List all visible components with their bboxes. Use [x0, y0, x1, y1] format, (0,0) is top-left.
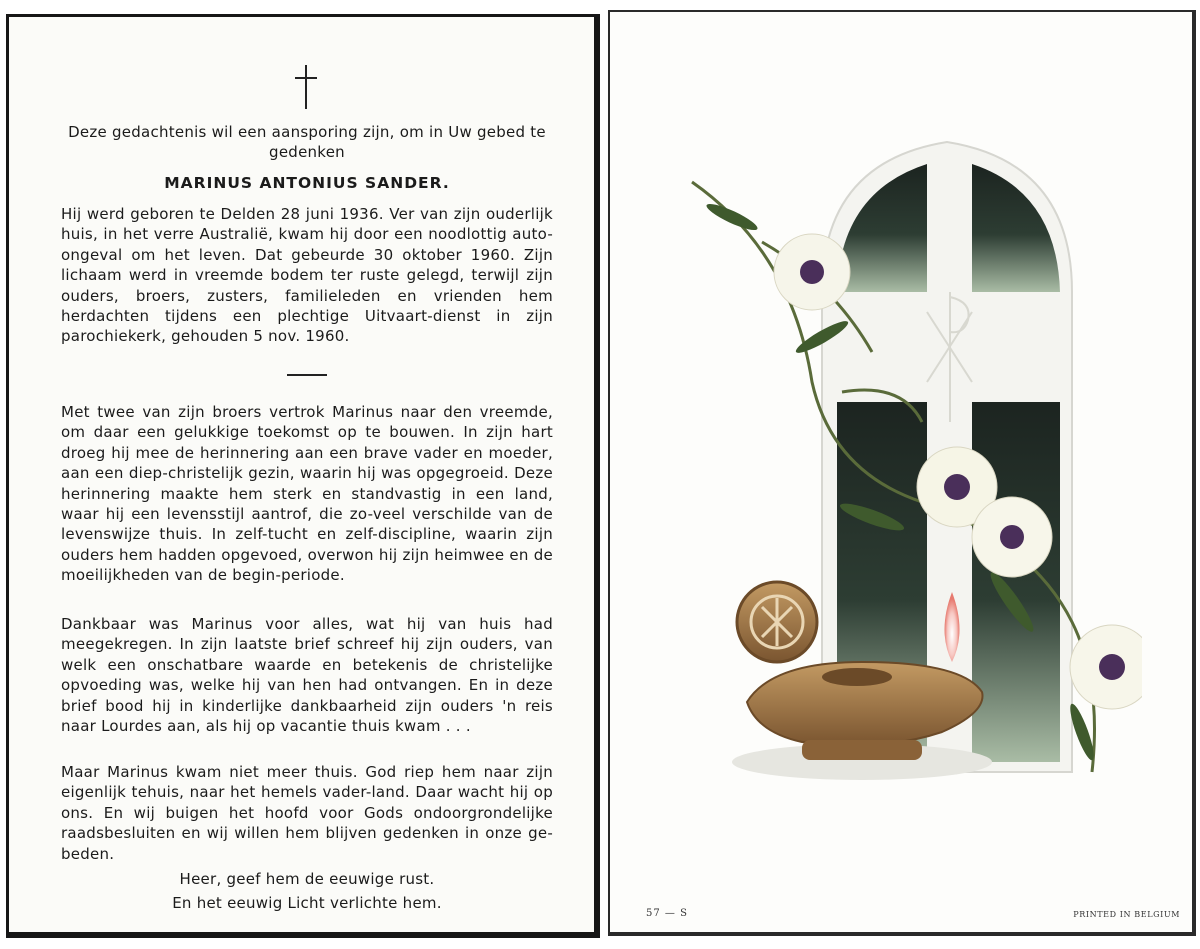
divider-line — [287, 374, 327, 376]
devotional-illustration — [672, 122, 1142, 822]
intro-text: Deze gedachtenis wil een aansporing zijn, om in Uw gebed te gedenken — [68, 123, 546, 162]
deceased-name: MARINUS ANTONIUS SANDER. — [164, 174, 450, 192]
prayer-line-1: Heer, geef hem de eeuwige rust. — [179, 870, 435, 888]
emigration-paragraph: Met twee van zijn broers vertrok Marinus naar den vreemde, om daar een gelukkige toekomst op te bouwen. In zijn hart droeg hij mee de herinnering aan een brave vader en moeder, aan een diep-christelijk gezin, waarin hij was opgegroeid. Deze herinnering maakte hem sterk en standvastig in een land, waar hij een levensstijl aantrof, die zo-veel verschilde van de levenswijze thuis. In zelf-tucht en zelf-discipline, waarin zijn ouders hem hadden opgevoed, overwon hij zijn heimwee en de moeilijkheden van de begin-periode. — [61, 403, 553, 585]
farewell-paragraph: Maar Marinus kwam niet meer thuis. God riep hem naar zijn eigenlijk tehuis, naar het hemels vader-land. Daar wacht hij op ons. En wij buigen het hoofd voor Gods ondoorgrondelijke raadsbesluiten en wij willen hem blijven gedenken in onze ge-beden. — [61, 763, 553, 863]
flower — [1070, 625, 1142, 709]
flower — [774, 234, 850, 310]
biography-paragraph: Hij werd geboren te Delden 28 juni 1936. Ver van zijn ouderlijk huis, in het verre Australië, kwam hij door een noodlottig auto-ongeval om het leven. Dat gebeurde 30 oktober 1960. Zijn lichaam werd in vreemde bodem ter ruste gelegd, terwijl zijn ouders, broers, zusters, familieleden en vrienden hem herdachten tijdens een plechtige Uitvaart-dienst in zijn parochiekerk, gehouden 5 nov. 1960. — [61, 205, 553, 346]
prayer-line-2: En het eeuwig Licht verlichte hem. — [172, 894, 442, 912]
memorial-card-text-side — [6, 14, 600, 938]
gratitude-paragraph: Dankbaar was Marinus voor alles, wat hij van huis had meegekregen. In zijn laatste brief schreef hij zijn ouders, van welk een onschatbare waarde en betekenis de christelijke opvoeding was, welke hij van hen had ontvangen. En in deze brief bood hij in kinderlijke dankbaarheid zijn ouders 'n reis naar Lourdes aan, als hij op vacantie thuis kwam . . . — [61, 615, 553, 736]
cross-icon — [294, 65, 318, 109]
flower — [972, 497, 1052, 577]
memorial-card-image-side — [608, 10, 1196, 936]
printer-note: PRINTED IN BELGIUM — [1073, 910, 1180, 919]
closing-prayer — [61, 867, 553, 915]
catalog-number: 57 — S — [646, 908, 688, 919]
